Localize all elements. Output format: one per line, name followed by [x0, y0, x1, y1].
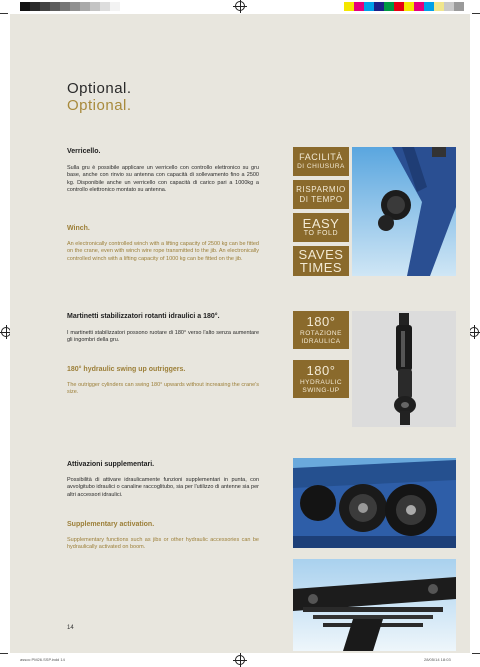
- color-swatch: [414, 2, 424, 11]
- outriggers-heading-en: 180° hydraulic swing up outriggers.: [67, 366, 186, 373]
- registration-mark-right: [469, 327, 479, 337]
- badge-easy: [293, 213, 349, 242]
- functions-text-en: Supplementary functions such as jibs or other hydraulic accessories can be hydraulically activated on boom.: [67, 537, 259, 551]
- gray-swatch: [110, 2, 120, 11]
- print-slug-right: 28/05/14 18:03: [424, 657, 451, 662]
- winch-heading-it: Verricello.: [67, 148, 101, 155]
- color-swatch: [394, 2, 404, 11]
- gray-swatch: [50, 2, 60, 11]
- crop-mark: [0, 13, 8, 14]
- badge-line: IDRAULICA: [301, 337, 341, 345]
- badge-line: FACILITÀ: [299, 152, 343, 162]
- winch-text-en: An electronically controlled winch with a lifting capacity of 2500 kg can be fitted on the crane, even with winch wire rope transmitted to the jib. An electronically controlled winch with a lifting capacity of 1000 kg can be fitted on the jib.: [67, 241, 259, 262]
- gray-swatch: [60, 2, 70, 11]
- color-swatch: [434, 2, 444, 11]
- functions-heading-en: Supplementary activation.: [67, 521, 155, 528]
- badge-saves: [293, 246, 349, 276]
- registration-mark-bottom: [235, 655, 245, 665]
- outriggers-text-en: The outrigger cylinders can swing 180° upwards without increasing the crane's size.: [67, 382, 259, 396]
- crop-mark: [0, 653, 8, 654]
- badge-line: SAVES: [298, 247, 344, 262]
- page-title-english: Optional.: [67, 97, 132, 114]
- functions-text-it: Possibilità di attivare idraulicamente funzioni supplementari in punta, con avvolgitubo idraulici o canaline raccoglitubo, sia per l'utilizzo di antenne sia per altri accessori idraulici.: [67, 477, 259, 498]
- page-number: 14: [67, 625, 74, 631]
- print-slug-left: assoc PM26.SSP.indd 14: [20, 657, 65, 662]
- badge-line: DI CHIUSURA: [297, 163, 345, 170]
- color-swatch: [344, 2, 354, 11]
- hose-rack-photo: [293, 559, 456, 651]
- badge-line: 180°: [306, 362, 336, 378]
- gray-swatch: [20, 2, 30, 11]
- badge-line: TIMES: [299, 260, 343, 275]
- functions-heading-it: Attivazioni supplementari.: [67, 461, 155, 468]
- winch-photo: [352, 147, 456, 276]
- badge-line: HYDRAULIC: [299, 378, 343, 386]
- badge-line: EASY: [302, 215, 340, 231]
- badge-line: SWING-UP: [302, 386, 340, 394]
- color-swatch: [444, 2, 454, 11]
- crop-mark: [472, 653, 480, 654]
- color-swatch: [354, 2, 364, 11]
- badge-line: RISPARMIO: [296, 184, 346, 194]
- color-swatch: [364, 2, 374, 11]
- page-title-italian: Optional.: [67, 80, 132, 97]
- grayscale-calibration-bar: [20, 2, 120, 11]
- outriggers-heading-it: Martinetti stabilizzatori rotanti idraulici a 180°.: [67, 313, 220, 320]
- outriggers-text-it: I martinetti stabilizzatori possono ruotare di 180° verso l'alto senza aumentare gli ingombri della gru.: [67, 330, 259, 344]
- badge-line: ROTAZIONE: [300, 329, 342, 337]
- badge-line: 180°: [306, 313, 336, 329]
- gray-swatch: [40, 2, 50, 11]
- badge-rotazione: [293, 311, 349, 349]
- winch-text-it: Sulla gru è possibile applicare un verricello con controllo elettronico su gru base, anche con rinvio su antenna con capacità di sollevamento fino a 2500 kg. Disponibile anche un verricello con capacità di carico pari a 1000kg a controllo elettronico montato su antenna.: [67, 165, 259, 193]
- brochure-page: [10, 14, 470, 653]
- badge-line: TO FOLD: [303, 229, 339, 237]
- gray-swatch: [70, 2, 80, 11]
- hose-reel-photo: [293, 458, 456, 548]
- winch-heading-en: Winch.: [67, 225, 90, 232]
- color-swatch: [384, 2, 394, 11]
- crop-mark: [472, 13, 480, 14]
- gray-swatch: [30, 2, 40, 11]
- color-swatch: [374, 2, 384, 11]
- badge-line: DI TEMPO: [299, 194, 343, 204]
- badge-facilita: [293, 147, 349, 176]
- color-calibration-bar: [344, 2, 464, 11]
- gray-swatch: [90, 2, 100, 11]
- outrigger-cylinder-photo: [352, 311, 456, 427]
- gray-swatch: [80, 2, 90, 11]
- gray-swatch: [100, 2, 110, 11]
- registration-mark-top: [235, 1, 245, 11]
- color-swatch: [404, 2, 414, 11]
- color-swatch: [424, 2, 434, 11]
- color-swatch: [454, 2, 464, 11]
- badge-hydraulic: [293, 360, 349, 398]
- badge-risparmio: [293, 180, 349, 209]
